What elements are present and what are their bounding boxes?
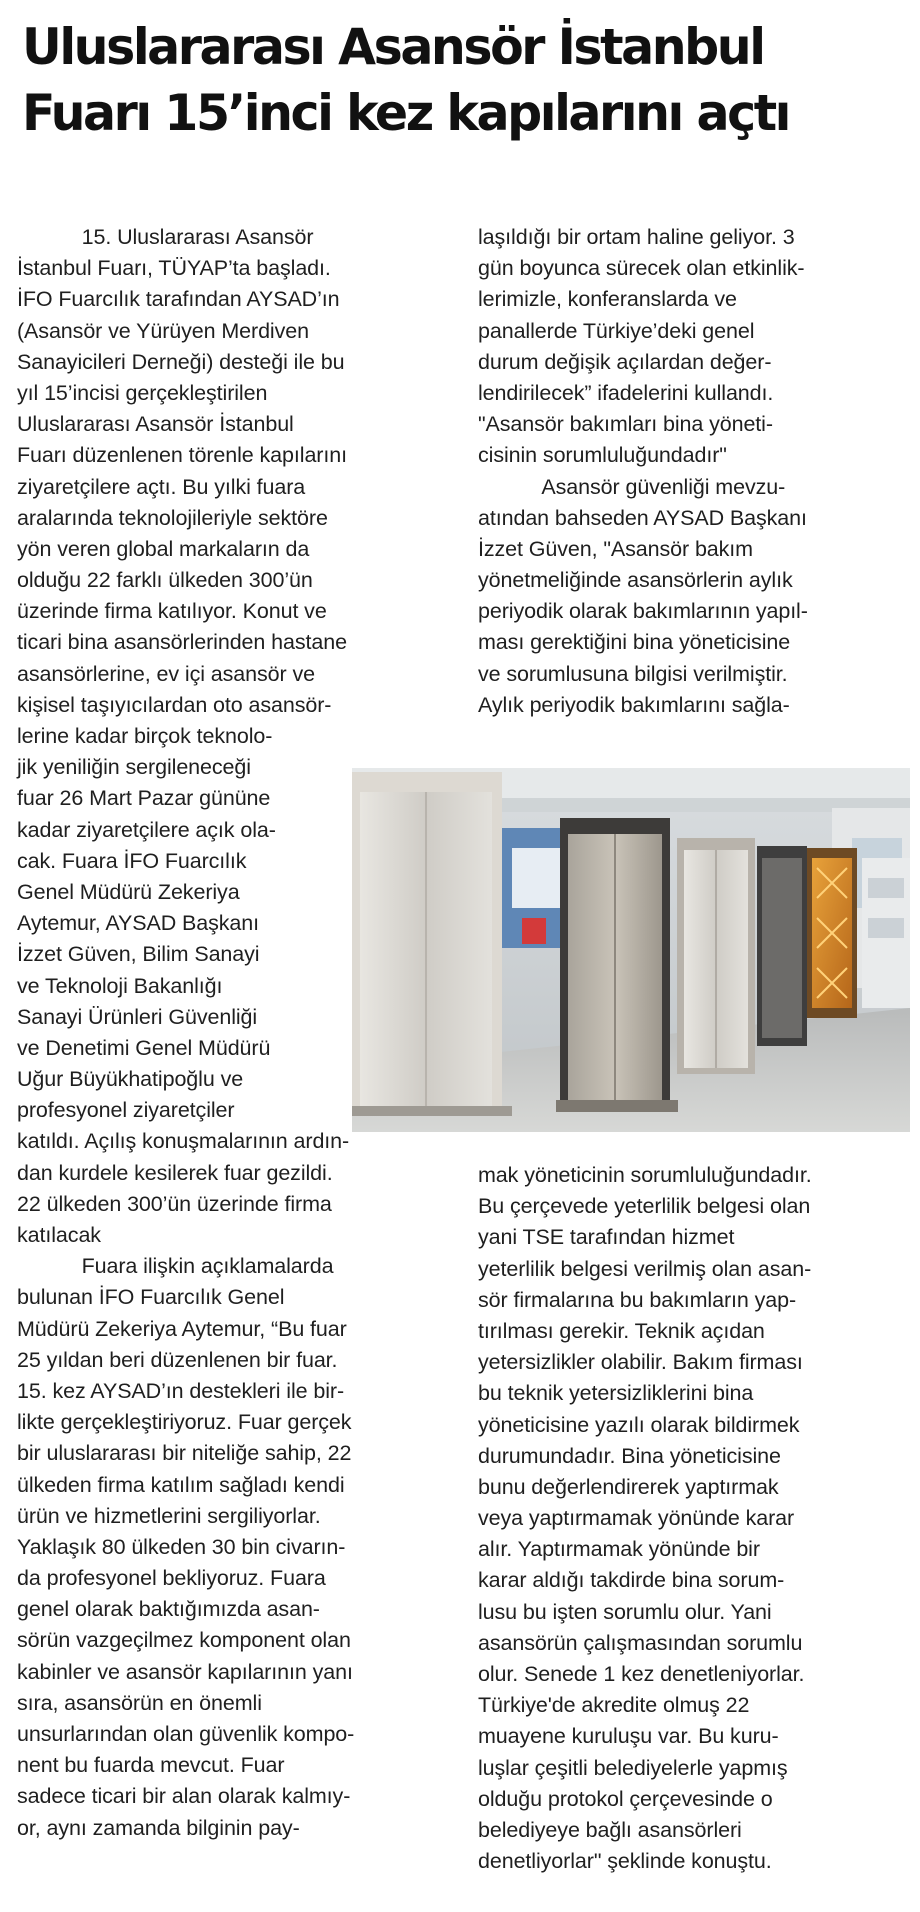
text-line: genel olarak baktığımızda asan- — [17, 1597, 320, 1622]
text-line: muayene kuruluşu var. Bu kuru- — [478, 1724, 779, 1749]
text-line: denetliyorlar" şeklinde konuştu. — [478, 1849, 772, 1874]
text-line: ve Teknoloji Bakanlığı — [17, 973, 223, 998]
text-line: kadar ziyaretçilere açık ola- — [17, 817, 276, 842]
text-line: ziyaretçilere açtı. Bu yılki fuara — [17, 474, 306, 499]
text-line: Aylık periyodik bakımlarını sağla- — [478, 692, 790, 717]
text-line: belediyeye bağlı asansörleri — [478, 1817, 742, 1842]
text-line: sörün vazgeçilmez komponent olan — [17, 1628, 351, 1653]
text-line: atından bahseden AYSAD Başkanı — [478, 505, 807, 530]
text-line: Genel Müdürü Zekeriya — [17, 879, 240, 904]
text-line: 25 yıldan beri düzenlenen bir fuar. — [17, 1347, 338, 1372]
text-line: bu teknik yetersizliklerini bina — [478, 1381, 754, 1406]
text-line: gün boyunca sürecek olan etkinlik- — [478, 256, 805, 281]
text-line: nent bu fuarda mevcut. Fuar — [17, 1753, 285, 1778]
text-line: aralarında teknolojileriyle sektöre — [17, 505, 328, 530]
text-line: bunu değerlendirerek yaptırmak — [478, 1474, 779, 1499]
text-line: likte gerçekleştiriyoruz. Fuar gerçek — [17, 1410, 352, 1435]
text-line: yıl 15’incisi gerçekleştirilen — [17, 380, 268, 405]
text-line: İstanbul Fuarı, TÜYAP’ta başladı. — [17, 256, 331, 281]
text-line: sıra, asansörün en önemli — [17, 1690, 262, 1715]
text-line: yönetmeliğinde asansörlerin aylık — [478, 568, 793, 593]
headline-line-1: Uluslararası Asansör İstanbul — [22, 18, 764, 76]
text-line: luşlar çeşitli belediyelerle yapmış — [478, 1755, 788, 1780]
text-line: katıldı. Açılış konuşmalarının ardın- — [17, 1129, 350, 1154]
text-line: lendirilecek” ifadelerini kullandı. — [478, 380, 774, 405]
text-line: İFO Fuarcılık tarafından AYSAD’ın — [17, 287, 340, 312]
text-line: Sanayicileri Derneği) desteği ile bu — [17, 349, 345, 374]
article-headline — [22, 14, 884, 146]
text-line: 22 ülkeden 300’ün üzerinde firma — [17, 1191, 332, 1216]
text-line: yani TSE tarafından hizmet — [478, 1225, 735, 1250]
text-line: lerimizle, konferanslarda ve — [478, 287, 737, 312]
text-line: kabinler ve asansör kapılarının yanı — [17, 1659, 353, 1684]
text-line: Asansör güvenliği mevzu- — [478, 474, 786, 499]
text-line: dan kurdele kesilerek fuar gezildi. — [17, 1160, 333, 1185]
text-line: yöneticisine yazılı olarak bildirmek — [478, 1412, 800, 1437]
text-line: jik yeniliğin sergileneceği — [17, 755, 251, 780]
text-line: laşıldığı bir ortam haline geliyor. 3 — [478, 225, 795, 249]
text-line: asansörlerine, ev içi asansör ve — [17, 661, 315, 686]
text-line: ması gerektiğini bina yöneticisine — [478, 630, 791, 655]
text-line: Bu çerçevede yeterlilik belgesi olan — [478, 1194, 811, 1219]
photo-illustration — [352, 768, 910, 1132]
text-line: kişisel taşıyıcılardan oto asansör- — [17, 692, 332, 717]
text-line: karar aldığı takdirde bina sorum- — [478, 1568, 785, 1593]
text-line: bir uluslararası bir niteliğe sahip, 22 — [17, 1441, 352, 1466]
text-line: cak. Fuara İFO Fuarcılık — [17, 848, 247, 873]
text-line: sadece ticari bir alan olarak kalmıy- — [17, 1784, 351, 1809]
text-line: lusu bu işten sorumlu olur. Yani — [478, 1599, 772, 1624]
article-column-2-top — [478, 222, 808, 721]
text-line: durum değişik açılardan değer- — [478, 349, 772, 374]
text-line: or, aynı zamanda bilginin pay- — [17, 1815, 300, 1840]
text-line: İzzet Güven, Bilim Sanayi — [17, 942, 260, 967]
text-line: cisinin sorumluluğundadır" — [478, 443, 727, 468]
text-line: durumundadır. Bina yöneticisine — [478, 1443, 781, 1468]
article-column-1 — [17, 222, 354, 1844]
text-line: olduğu 22 farklı ülkeden 300’ün — [17, 568, 313, 593]
text-line: sör firmalarına bu bakımların yap- — [478, 1287, 797, 1312]
text-line: (Asansör ve Yürüyen Merdiven — [17, 318, 309, 343]
text-line: Uğur Büyükhatipoğlu ve — [17, 1067, 244, 1092]
text-line: mak yöneticinin sorumluluğundadır. — [478, 1163, 812, 1187]
text-line: Müdürü Zekeriya Aytemur, “Bu fuar — [17, 1316, 347, 1341]
text-line: üzerinde firma katılıyor. Konut ve — [17, 599, 327, 624]
text-line: asansörün çalışmasından sorumlu — [478, 1630, 803, 1655]
text-line: ticari bina asansörlerinden hastane — [17, 630, 347, 655]
headline-line-2: Fuarı 15’inci kez kapılarını açtı — [22, 84, 790, 142]
text-line: lerine kadar birçok teknolo- — [17, 724, 273, 748]
text-line: yeterlilik belgesi verilmiş olan asan- — [478, 1256, 812, 1281]
text-line: profesyonel ziyaretçiler — [17, 1098, 235, 1123]
text-line: da profesyonel bekliyoruz. Fuara — [17, 1566, 326, 1591]
text-line: "Asansör bakımları bina yöneti- — [478, 412, 773, 437]
text-line: yetersizlikler olabilir. Bakım firması — [478, 1350, 803, 1375]
text-line: ve sorumlusuna bilgisi verilmiştir. — [478, 661, 788, 686]
text-line: Aytemur, AYSAD Başkanı — [17, 911, 259, 936]
text-line: panallerde Türkiye’deki genel — [478, 318, 755, 343]
text-line: Fuara ilişkin açıklamalarda — [17, 1254, 334, 1279]
text-line: periyodik olarak bakımlarının yapıl- — [478, 599, 808, 624]
text-line: ve Denetimi Genel Müdürü — [17, 1035, 271, 1060]
text-line: tırılması gerekir. Teknik açıdan — [478, 1318, 765, 1343]
text-line: alır. Yaptırmamak yönünde bir — [478, 1537, 760, 1562]
text-line: fuar 26 Mart Pazar gününe — [17, 786, 271, 811]
text-line: bulunan İFO Fuarcılık Genel — [17, 1285, 285, 1310]
text-line: yön veren global markaların da — [17, 536, 310, 561]
text-line: Fuarı düzenlenen törenle kapılarını — [17, 443, 347, 468]
text-line: ülkeden firma katılım sağladı kendi — [17, 1472, 345, 1497]
text-line: ürün ve hizmetlerini sergiliyorlar. — [17, 1503, 321, 1528]
elevator-exhibition-photo — [352, 768, 910, 1132]
text-line: 15. Uluslararası Asansör — [17, 225, 314, 249]
text-line: İzzet Güven, "Asansör bakım — [478, 536, 753, 561]
text-line: olduğu protokol çerçevesinde o — [478, 1786, 773, 1811]
text-line: Uluslararası Asansör İstanbul — [17, 412, 294, 437]
text-line: Sanayi Ürünleri Güvenliği — [17, 1004, 258, 1029]
text-line: Türkiye'de akredite olmuş 22 — [478, 1693, 750, 1718]
text-line: veya yaptırmamak yönünde karar — [478, 1506, 795, 1531]
text-line: 15. kez AYSAD’ın destekleri ile bir- — [17, 1378, 345, 1403]
text-line: unsurlarından olan güvenlik kompo- — [17, 1722, 355, 1746]
text-line: olur. Senede 1 kez denetleniyorlar. — [478, 1662, 805, 1686]
text-line: Yaklaşık 80 ülkeden 30 bin civarın- — [17, 1534, 346, 1559]
text-line: katılacak — [17, 1223, 101, 1247]
article-column-2-bottom — [478, 1160, 812, 1877]
